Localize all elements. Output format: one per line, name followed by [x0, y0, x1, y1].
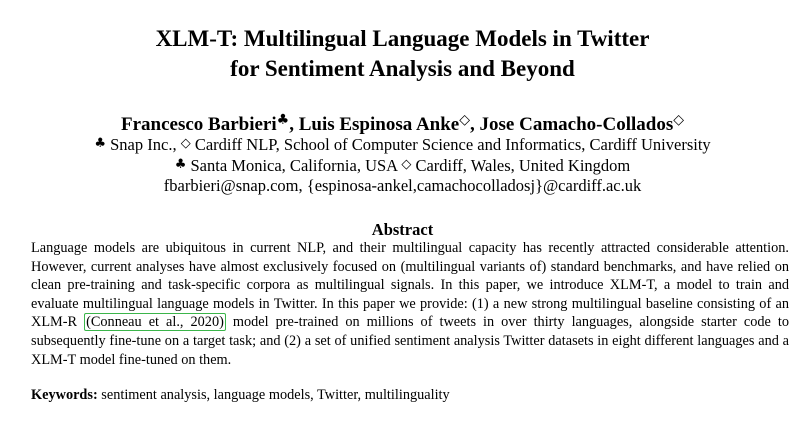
diamond-symbol-icon: ◇	[459, 112, 471, 128]
author-name: Jose Camacho-Collados	[479, 114, 674, 135]
keywords	[31, 386, 789, 404]
paper-title	[0, 24, 805, 84]
affiliation-line-1	[0, 133, 805, 155]
citation-link[interactable]: (Conneau et al., 2020)	[86, 314, 224, 331]
affiliation-text: Snap Inc.,	[106, 135, 181, 154]
abstract-heading: Abstract	[371, 220, 434, 239]
affiliation-text: Cardiff, Wales, United Kingdom	[411, 156, 631, 175]
author-separator: ,	[470, 114, 480, 135]
author-name: Francesco Barbieri	[120, 114, 277, 135]
title-line-2: for Sentiment Analysis and Beyond	[230, 56, 575, 81]
diamond-symbol-icon: ◇	[401, 157, 412, 172]
author-emails: fbarbieri@snap.com, {espinosa-ankel,camachocolladosj}@cardiff.ac.uk	[163, 176, 642, 195]
club-symbol-icon: ♣	[276, 112, 290, 128]
abstract-body	[31, 239, 789, 369]
club-symbol-icon: ♣	[174, 157, 187, 172]
affiliation-line-2	[0, 154, 805, 176]
affiliation-text: Cardiff NLP, School of Computer Science and Informatics, Cardiff University	[190, 135, 711, 154]
author-name: Luis Espinosa Anke	[298, 114, 460, 135]
affiliation-text: Santa Monica, California, USA	[186, 156, 402, 175]
club-symbol-icon: ♣	[94, 136, 106, 151]
diamond-symbol-icon: ◇	[180, 136, 191, 151]
title-line-1: XLM-T: Multilingual Language Models in Twitter	[155, 26, 650, 51]
keywords-label: Keywords:	[31, 387, 98, 403]
author-separator: ,	[289, 114, 299, 135]
keywords-text: sentiment analysis, language models, Twitter, multilinguality	[97, 387, 450, 403]
abstract-text: Language models are ubiquitous in current NLP, and their multilingual capacity has recently attracted considerable attention. However, current analyses have almost exclusively focused on (multilingual variants of) standard benchmarks, and have relied on clean pre-training and task-specific corpora as multilingual signals. In this paper, we introduce XLM-T, a model to train and evaluate multilingual language models in Twitter. In this paper we provide: (1) a new strong multilingual baseline consisting of an XLM-R	[31, 240, 789, 331]
diamond-symbol-icon: ◇	[673, 112, 684, 128]
abstract-text: model pre-trained on millions of tweets in over thirty languages, alongside starter code to subsequently fine-tune on a target task; and (2) a set of unified sentiment analysis Twitter datasets in eight different languages and a XLM-T model fine-tuned on them.	[31, 314, 789, 368]
